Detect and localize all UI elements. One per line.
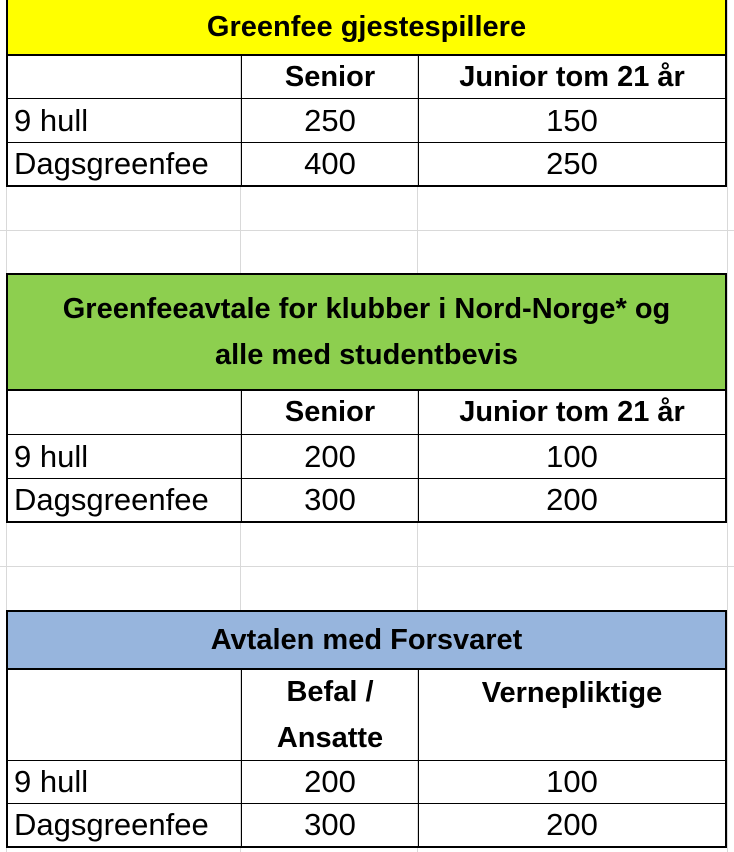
- price-cell[interactable]: 100: [546, 764, 598, 799]
- forsvaret-agreement-table: [6, 610, 727, 848]
- price-cell[interactable]: 300: [242, 804, 419, 846]
- table-header-row: [6, 670, 727, 761]
- price-cell[interactable]: 200: [546, 807, 598, 842]
- header-cell-empty[interactable]: [8, 391, 242, 434]
- header-cell-vernepliktige[interactable]: Vernepliktige: [481, 677, 663, 709]
- greenfee-guest-table: [6, 0, 727, 187]
- header-cell-senior[interactable]: Senior: [242, 56, 419, 98]
- header-text-line: Ansatte: [276, 722, 384, 754]
- price-cell[interactable]: 200: [546, 482, 598, 517]
- table-title: [6, 273, 727, 391]
- header-cell-junior[interactable]: Junior tom 21 år: [459, 60, 685, 93]
- header-cell-junior[interactable]: Junior tom 21 år: [459, 396, 685, 428]
- table-row: [6, 435, 727, 479]
- header-cell-befal[interactable]: [242, 670, 419, 760]
- table-title-line: Greenfeeavtale for klubber i Nord-Norge* og: [62, 293, 671, 325]
- row-label-cell[interactable]: Dagsgreenfee: [8, 143, 242, 185]
- price-cell[interactable]: 150: [546, 102, 598, 138]
- table-row: [6, 804, 727, 848]
- grid-line: [0, 566, 734, 567]
- table-title: Greenfee gjestespillere: [6, 0, 727, 56]
- table-title: Avtalen med Forsvaret: [6, 610, 727, 670]
- row-label-cell[interactable]: 9 hull: [8, 761, 242, 803]
- table-row: [6, 99, 727, 143]
- price-cell[interactable]: 250: [546, 146, 598, 181]
- price-cell[interactable]: 250: [242, 99, 419, 142]
- price-cell[interactable]: 200: [242, 435, 419, 478]
- row-label-cell[interactable]: Dagsgreenfee: [8, 479, 242, 521]
- table-header-row: [6, 391, 727, 435]
- header-text-line: Befal /: [286, 676, 374, 708]
- grid-line: [0, 230, 734, 231]
- table-row: [6, 143, 727, 187]
- header-cell-empty[interactable]: [8, 670, 242, 760]
- table-row: [6, 761, 727, 804]
- nord-norge-agreement-table: [6, 273, 727, 523]
- table-row: [6, 479, 727, 523]
- price-cell[interactable]: 400: [242, 143, 419, 185]
- price-cell[interactable]: 200: [242, 761, 419, 803]
- price-cell[interactable]: 100: [546, 438, 598, 474]
- header-cell-empty[interactable]: [8, 56, 242, 98]
- table-header-row: [6, 56, 727, 99]
- row-label-cell[interactable]: 9 hull: [8, 99, 242, 142]
- header-cell-senior[interactable]: Senior: [242, 391, 419, 434]
- table-title-line: alle med studentbevis: [215, 339, 518, 371]
- row-label-cell[interactable]: 9 hull: [8, 435, 242, 478]
- row-label-cell[interactable]: Dagsgreenfee: [8, 804, 242, 846]
- grid-line: [727, 0, 728, 852]
- price-cell[interactable]: 300: [242, 479, 419, 521]
